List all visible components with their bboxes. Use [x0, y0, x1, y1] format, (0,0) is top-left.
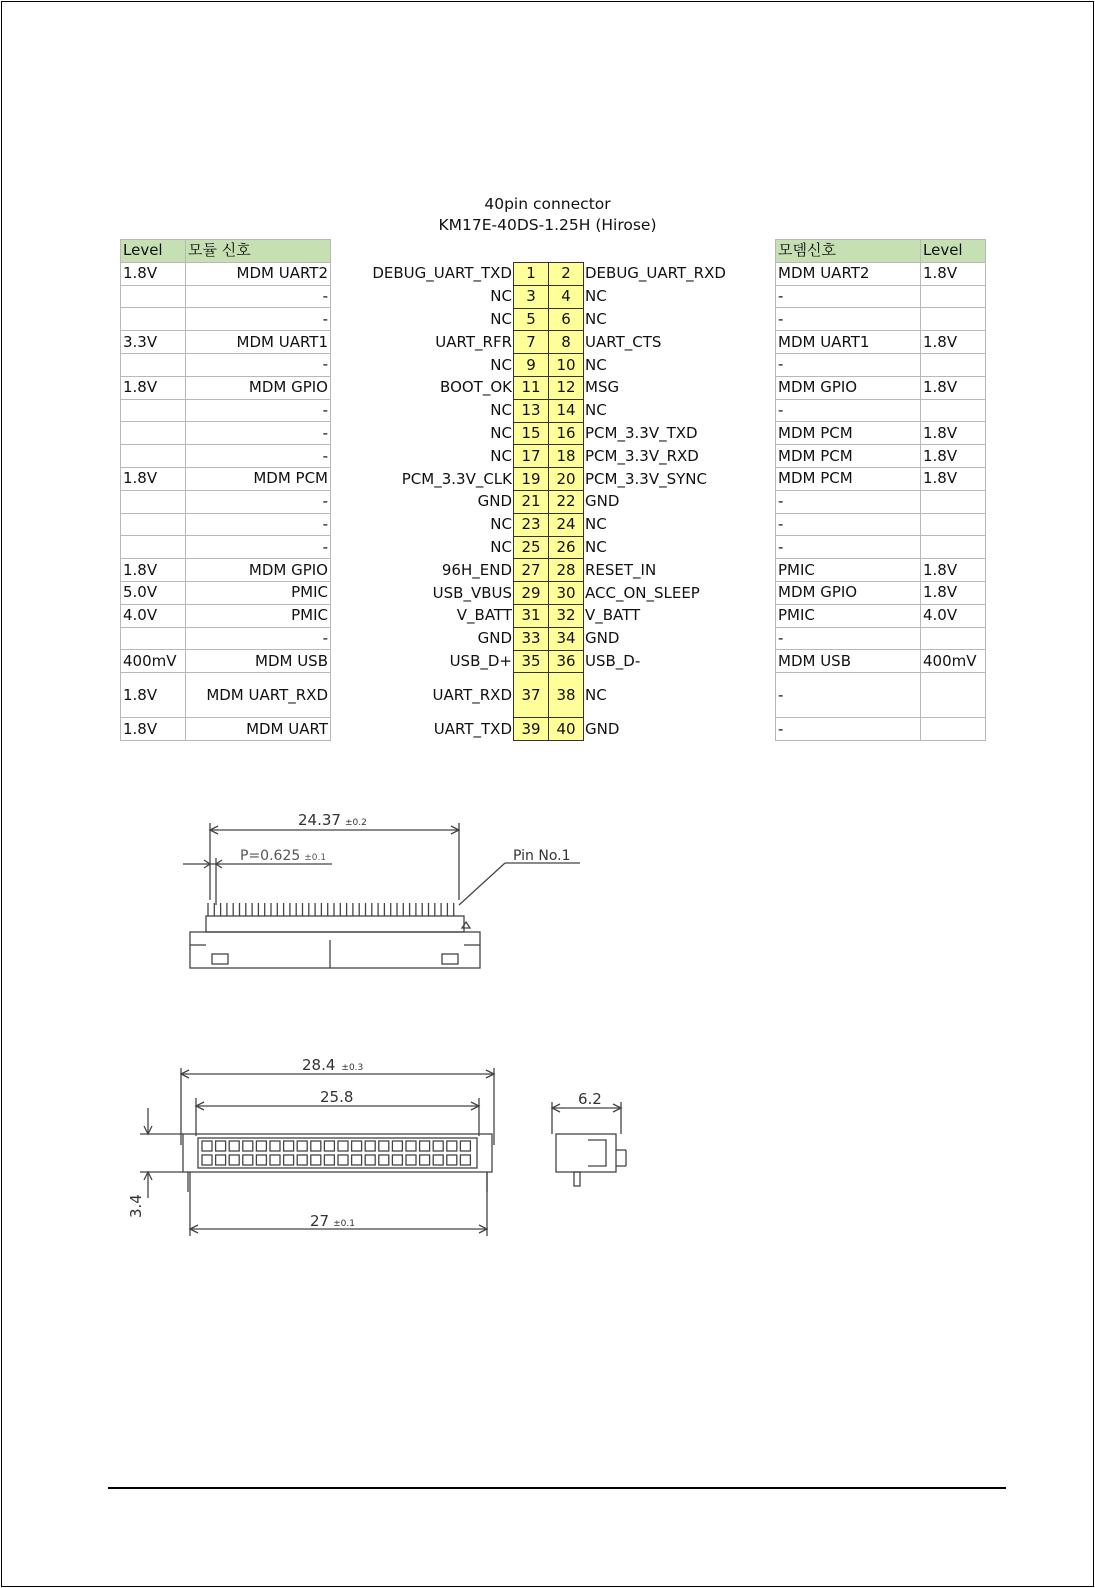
left-pin-number: 19 [514, 468, 549, 491]
right-signal-cell: - [776, 353, 921, 376]
pitch-dim-label: P=0.625 ±0.1 [240, 848, 327, 864]
contact-cell [406, 1155, 416, 1165]
contact-cell [270, 1155, 280, 1165]
right-pin-name: PCM_3.3V_SYNC [585, 469, 707, 488]
contact-cell [202, 1141, 212, 1151]
pin1-label: Pin No.1 [513, 848, 571, 864]
left-level-cell: 1.8V [121, 718, 186, 741]
left-pin-name: PCM_3.3V_CLK [401, 469, 512, 488]
contact-cell [324, 1155, 334, 1165]
connector-side-view [552, 1102, 626, 1186]
connector-part-number: KM17E-40DS-1.25H (Hirose) [438, 216, 657, 234]
contact-cell [392, 1155, 402, 1165]
right-signal-cell: - [776, 718, 921, 741]
left-signal-cell: MDM PCM [186, 467, 331, 490]
right-pin-number: 28 [549, 559, 584, 582]
left-pin-name: NC [490, 401, 512, 420]
left-signal-cell: - [186, 308, 331, 331]
right-level-cell: 1.8V [921, 581, 986, 604]
left-pin-number: 3 [514, 285, 549, 308]
left-pin-name: NC [490, 446, 512, 465]
right-pin-name: NC [585, 401, 607, 420]
left-level-cell: 400mV [121, 650, 186, 673]
right-pin-number: 26 [549, 536, 584, 559]
left-pin-name: NC [490, 355, 512, 374]
left-pin-name: DEBUG_UART_TXD [372, 264, 512, 283]
left-pin-name: NC [490, 537, 512, 556]
right-signal-cell: MDM PCM [776, 445, 921, 468]
contact-cell [420, 1141, 430, 1151]
right-signal-cell: MDM UART2 [776, 262, 921, 285]
left-signal-cell: MDM UART_RXD [186, 673, 331, 718]
left-pin-number: 25 [514, 536, 549, 559]
right-signal-cell: MDM USB [776, 650, 921, 673]
right-level-cell: 1.8V [921, 331, 986, 354]
right-level-cell: 1.8V [921, 445, 986, 468]
right-signal-cell: PMIC [776, 604, 921, 627]
right-pin-name: DEBUG_UART_RXD [585, 264, 726, 283]
right-level-cell: 1.8V [921, 376, 986, 399]
contact-cell [460, 1155, 470, 1165]
left-pin-number: 35 [514, 650, 549, 673]
right-pin-number: 14 [549, 399, 584, 422]
left-signal-cell: - [186, 285, 331, 308]
contact-cell [379, 1155, 389, 1165]
right-signal-cell: MDM GPIO [776, 581, 921, 604]
contact-cell [216, 1155, 226, 1165]
right-pin-number: 4 [549, 285, 584, 308]
right-signal-cell: - [776, 673, 921, 718]
right-signal-cell: - [776, 490, 921, 513]
height-dim-label: 3.4 [127, 1194, 145, 1218]
right-pin-name: UART_CTS [585, 332, 662, 351]
contact-cell [216, 1141, 226, 1151]
contact-cell [311, 1155, 321, 1165]
contact-cell [420, 1155, 430, 1165]
contact-cell [229, 1155, 239, 1165]
left-pin-number: 15 [514, 422, 549, 445]
left-pin-name: BOOT_OK [440, 378, 512, 397]
left-signal-cell: - [186, 353, 331, 376]
left-signal-cell: MDM GPIO [186, 376, 331, 399]
left-signal-cell: - [186, 422, 331, 445]
left-level-cell: 1.8V [121, 559, 186, 582]
right-pin-number: 2 [549, 263, 584, 286]
left-pin-name: UART_RXD [432, 685, 512, 704]
left-pin-number: 11 [514, 376, 549, 399]
right-pin-number: 40 [549, 718, 584, 741]
connector-title: 40pin connector [484, 195, 611, 213]
right-pin-name: GND [585, 629, 620, 648]
right-pin-number: 10 [549, 354, 584, 377]
right-pin-name: NC [585, 685, 607, 704]
left-pin-name: UART_TXD [433, 719, 512, 738]
contact-cell [338, 1155, 348, 1165]
left-pin-number: 1 [514, 263, 549, 286]
left-level-cell: 3.3V [121, 331, 186, 354]
left-signal-cell: - [186, 627, 331, 650]
left-signal-cell: MDM GPIO [186, 559, 331, 582]
left-signal-cell: - [186, 513, 331, 536]
contact-cell [324, 1141, 334, 1151]
left-signal-cell: - [186, 445, 331, 468]
contact-cell [284, 1141, 294, 1151]
overall-dim-label: 28.4 ±0.3 [302, 1056, 364, 1074]
right-pin-number: 32 [549, 604, 584, 627]
right-signal-cell: - [776, 513, 921, 536]
right-pin-number: 24 [549, 513, 584, 536]
right-signal-cell: MDM GPIO [776, 376, 921, 399]
contact-cell [243, 1155, 253, 1165]
inner-dim-label: 25.8 [320, 1088, 354, 1106]
right-pin-name: USB_D- [585, 651, 641, 670]
contact-cell [297, 1155, 307, 1165]
right-signal-cell: MDM PCM [776, 422, 921, 445]
left-pin-name: GND [477, 629, 512, 648]
contact-cell [447, 1155, 457, 1165]
right-pin-number: 6 [549, 308, 584, 331]
contact-cell [447, 1141, 457, 1151]
left-level-cell: 1.8V [121, 467, 186, 490]
left-pin-number: 13 [514, 399, 549, 422]
contact-cell [365, 1155, 375, 1165]
footer-rule [108, 1487, 1006, 1489]
left-pin-name: V_BATT [456, 606, 512, 625]
right-pin-number: 38 [549, 673, 584, 718]
right-level-header: Level [921, 240, 986, 263]
left-pin-number: 23 [514, 513, 549, 536]
left-pin-number: 5 [514, 308, 549, 331]
right-level-cell: 1.8V [921, 467, 986, 490]
right-pin-name: NC [585, 355, 607, 374]
left-signal-cell: MDM USB [186, 650, 331, 673]
left-signal-cell: MDM UART [186, 718, 331, 741]
right-pin-name: V_BATT [585, 606, 641, 625]
right-signal-cell: - [776, 399, 921, 422]
left-pin-number: 21 [514, 490, 549, 513]
left-pin-number: 27 [514, 559, 549, 582]
left-pin-name: NC [490, 423, 512, 442]
left-pin-name: NC [490, 309, 512, 328]
contact-cell [202, 1155, 212, 1165]
left-level-cell: 1.8V [121, 673, 186, 718]
right-signal-cell: PMIC [776, 559, 921, 582]
contact-cell [284, 1155, 294, 1165]
right-level-cell: 1.8V [921, 559, 986, 582]
left-signal-cell: PMIC [186, 581, 331, 604]
contact-cell [229, 1141, 239, 1151]
left-pin-name: USB_D+ [449, 651, 512, 670]
left-level-header: Level [121, 240, 186, 263]
left-pin-name: NC [490, 287, 512, 306]
left-level-cell: 1.8V [121, 376, 186, 399]
connector-top-view [140, 1068, 494, 1236]
contact-cell [311, 1141, 321, 1151]
connector-front-view [183, 823, 580, 968]
right-pin-name: PCM_3.3V_TXD [585, 423, 698, 442]
right-pin-name: GND [585, 719, 620, 738]
contact-cell [270, 1141, 280, 1151]
right-signal-cell: - [776, 536, 921, 559]
left-pin-number: 17 [514, 445, 549, 468]
contact-cell [256, 1155, 266, 1165]
left-pin-name: UART_RFR [435, 332, 512, 351]
left-pin-number: 9 [514, 354, 549, 377]
contact-cell [256, 1141, 266, 1151]
base-dim-label: 27 ±0.1 [310, 1212, 355, 1230]
right-signal-cell: - [776, 308, 921, 331]
right-pin-name: NC [585, 287, 607, 306]
width-dim-label: 24.37 ±0.2 [298, 811, 367, 829]
left-signal-cell: - [186, 399, 331, 422]
right-pin-name: NC [585, 515, 607, 534]
left-pin-number: 39 [514, 718, 549, 741]
contact-cell [297, 1141, 307, 1151]
right-level-cell: 4.0V [921, 604, 986, 627]
right-pin-name: RESET_IN [585, 560, 657, 579]
right-pin-number: 34 [549, 627, 584, 650]
contact-cell [433, 1155, 443, 1165]
right-pin-name: PCM_3.3V_RXD [585, 446, 699, 465]
right-level-cell: 1.8V [921, 422, 986, 445]
contact-cell [352, 1141, 362, 1151]
right-pin-name: NC [585, 537, 607, 556]
right-level-cell: 400mV [921, 650, 986, 673]
left-level-cell: 4.0V [121, 604, 186, 627]
right-pin-number: 12 [549, 376, 584, 399]
left-pin-name: USB_VBUS [432, 583, 512, 602]
left-signal-cell: MDM UART1 [186, 331, 331, 354]
left-pin-number: 7 [514, 331, 549, 354]
right-pin-number: 36 [549, 650, 584, 673]
contact-cell [433, 1141, 443, 1151]
right-signal-cell: MDM PCM [776, 467, 921, 490]
contact-cell [460, 1141, 470, 1151]
right-signal-cell: - [776, 627, 921, 650]
right-pin-name: NC [585, 309, 607, 328]
left-pin-name: GND [477, 492, 512, 511]
right-level-cell: 1.8V [921, 262, 986, 285]
left-signal-cell: MDM UART2 [186, 262, 331, 285]
depth-dim-label: 6.2 [578, 1090, 602, 1108]
left-pin-name: NC [490, 515, 512, 534]
left-signal-header: 모듈 신호 [186, 240, 331, 263]
right-pin-number: 18 [549, 445, 584, 468]
left-signal-cell: PMIC [186, 604, 331, 627]
left-pin-number: 31 [514, 604, 549, 627]
left-signal-cell: - [186, 490, 331, 513]
left-level-cell: 1.8V [121, 262, 186, 285]
contact-cell [406, 1141, 416, 1151]
left-pin-number: 33 [514, 627, 549, 650]
contact-cell [352, 1155, 362, 1165]
left-signal-cell: - [186, 536, 331, 559]
contact-cell [338, 1141, 348, 1151]
right-signal-cell: - [776, 285, 921, 308]
right-pin-number: 16 [549, 422, 584, 445]
right-pin-name: ACC_ON_SLEEP [585, 583, 700, 602]
right-pin-name: MSG [585, 378, 620, 397]
right-pin-number: 22 [549, 490, 584, 513]
contact-cell [243, 1141, 253, 1151]
contact-cell [379, 1141, 389, 1151]
right-pin-number: 30 [549, 582, 584, 605]
contact-cell [392, 1141, 402, 1151]
left-pin-name: 96H_END [441, 560, 512, 579]
left-pin-number: 29 [514, 582, 549, 605]
right-pin-name: GND [585, 492, 620, 511]
right-pin-number: 20 [549, 468, 584, 491]
left-level-cell: 5.0V [121, 581, 186, 604]
contact-cell [365, 1141, 375, 1151]
right-pin-number: 8 [549, 331, 584, 354]
right-signal-cell: MDM UART1 [776, 331, 921, 354]
left-pin-number: 37 [514, 673, 549, 718]
right-signal-header: 모뎀신호 [776, 240, 921, 263]
